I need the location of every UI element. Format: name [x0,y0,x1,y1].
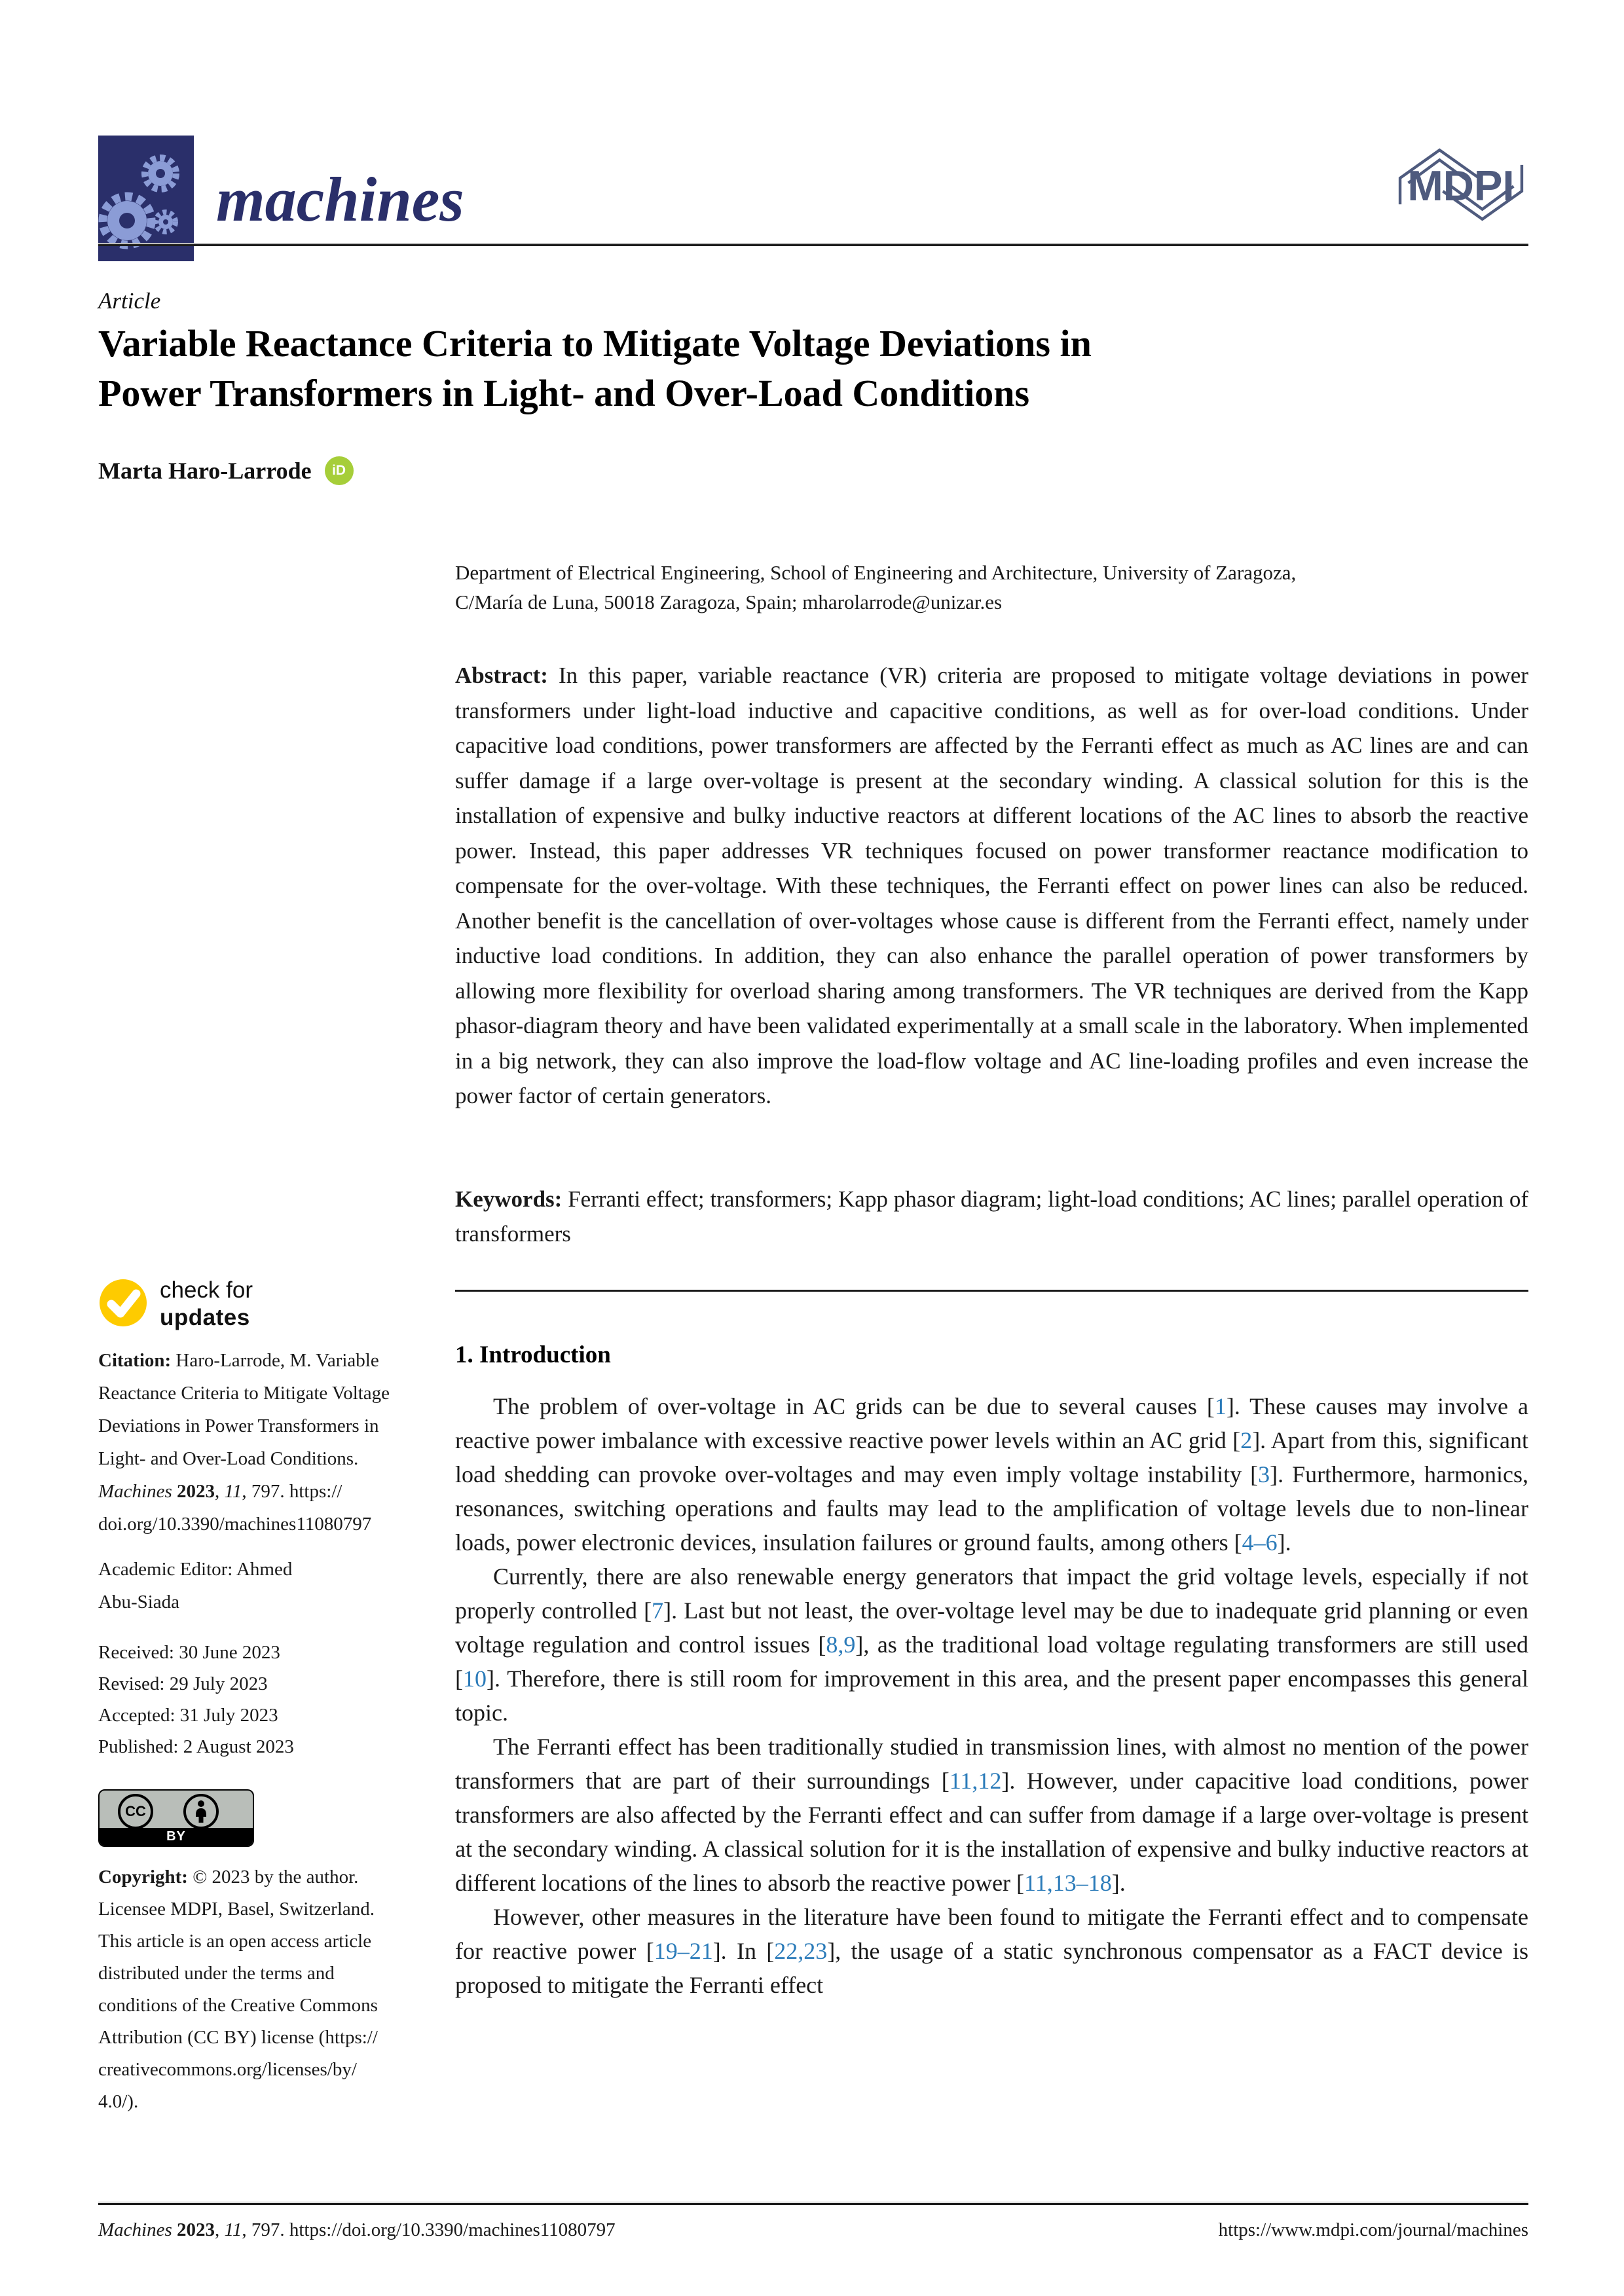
check-for-updates-badge[interactable] [98,1277,415,1329]
citation-block [98,1344,415,1540]
text-segment: ]. Last but not least, the over-voltage level may be due to inadequate grid planning or even voltage regulation and control issues [ [455,1597,1528,1658]
text-line: 4.0/). [98,2091,139,2112]
title-line-2: Power Transformers in Light- and Over-Load Conditions [98,372,1030,414]
text-segment: , 797. https://doi.org/10.3390/machines11080797 [242,2219,616,2240]
check-icon [98,1278,148,1331]
text-segment: 11 [224,2219,242,2240]
text-line: Department of Electrical Engineering, School of Engineering and Architecture, University of Zaragoza, [455,561,1297,584]
text-segment: ]. Apart from this, significant load shedding can provoke over-voltages and may even imply voltage instability [ [455,1427,1528,1487]
text-segment: Machines [98,1481,177,1502]
text-segment: Copyright: [98,1867,193,1887]
title-line-1: Variable Reactance Criteria to Mitigate Voltage Deviations in [98,322,1092,365]
text-line [98,1344,415,1377]
text-segment: The Ferranti effect has been traditionally studied in transmission lines, with almost no mention of the power transformers that are part of their surroundings [ [455,1734,1528,1794]
copyright-block [98,1861,415,2118]
text-line [98,1861,415,1893]
mdpi-logo[interactable] [1393,143,1528,227]
text-line: distributed under the terms and [98,1963,335,1984]
text-segment: Ferranti effect; transformers; Kapp phasor diagram; light-load conditions; AC lines; parallel operation of transformers [455,1186,1529,1247]
reference-link[interactable]: 2 [1240,1427,1253,1453]
introduction-body [455,1389,1528,2002]
reference-link[interactable]: 3 [1258,1461,1270,1487]
reference-link[interactable]: 4–6 [1242,1529,1278,1556]
text-segment: ]. Therefore, there is still room for improvement in this area, and the present paper encompasses this general topic. [455,1666,1528,1726]
paragraph [455,1559,1528,1730]
abstract [455,658,1528,1114]
footer-journal-url[interactable]: https://www.mdpi.com/journal/machines [1218,2219,1528,2240]
reference-link[interactable]: 11,13–18 [1024,1870,1112,1896]
author-name: Marta Haro-Larrode [98,458,312,484]
text-segment: 11 [224,1481,242,1502]
text-segment: ]. [1111,1870,1126,1896]
updates-label-line2: updates [160,1305,250,1330]
updates-label-line1: check for [160,1277,253,1303]
text-segment: ]. [1277,1529,1291,1556]
paragraph [455,1730,1528,1900]
text-segment: , [215,1481,225,1502]
text-line: Licensee MDPI, Basel, Switzerland. [98,1899,375,1920]
cc-badge-top [100,1791,253,1828]
text-segment: , [215,2219,225,2240]
text-line: Academic Editor: Ahmed [98,1559,293,1580]
reference-link[interactable]: 1 [1214,1393,1227,1419]
text-segment: © 2023 by the author. [193,1867,359,1887]
cc-by-license-badge[interactable] [98,1789,254,1847]
text-line: Published: 2 August 2023 [98,1736,294,1757]
journal-name: machines [216,164,464,234]
text-segment: 2023 [177,1481,215,1502]
text-segment: ]. However, under capacitive load conditions, power transformers are also affected by the Ferranti effect and can suffer from damage if a large over-voltage is present at the secondary winding. A classical solution for it is the installation of expensive and bulky inductive reactors at different locations of the lines to absorb the reactive power [ [455,1768,1528,1896]
text-segment: ], as the traditional load voltage regulating transformers are still used [ [455,1631,1528,1692]
paragraph [455,1900,1528,2002]
paragraph [455,1389,1528,1559]
author-row [98,456,354,486]
text-line: Reactance Criteria to Mitigate Voltage [98,1383,390,1404]
text-segment: The problem of over-voltage in AC grids can be due to several causes [ [493,1393,1215,1419]
academic-editor-block [98,1553,415,1618]
text-line: This article is an open access article [98,1931,372,1952]
text-line: Accepted: 31 July 2023 [98,1705,278,1726]
text-segment: In this paper, variable reactance (VR) criteria are proposed to mitigate voltage deviations in power transformers under light-load inductive and capacitive conditions, as well as for over-load conditions. Under capacitive load conditions, power transformers are affected by the Ferranti effect as much as AC lines are and can suffer damage if a large over-voltage is present at the secondary winding. A classical solution for this is the installation of expensive and bulky inductive reactors at different locations of the AC lines to absorb the reactive power. Instead, this paper addresses VR techniques focused on power transformer reactance modification to compensate for the over-voltage. With these techniques, the Ferranti effect on power lines can also be reduced. Another benefit is the cancellation of over-voltages whose cause is different from the Ferranti effect, namely under inductive load conditions. In addition, they can also enhance the parallel operation of power transformers by allowing more flexibility for overload sharing among transformers. The VR techniques are derived from the Kapp phasor-diagram theory and have been validated experimentally at a small scale in the laboratory. When implemented in a big network, they can also improve the load-flow voltage and AC line-loading profiles and even increase the power factor of certain generators. [455,663,1528,1108]
text-line: Light- and Over-Load Conditions. [98,1448,359,1469]
text-line: Abu-Siada [98,1592,180,1613]
text-line: C/María de Luna, 50018 Zaragoza, Spain; mharolarrode@unizar.es [455,591,1003,613]
footer-citation[interactable] [98,2219,616,2241]
reference-link[interactable]: 22,23 [774,1938,828,1964]
text-line: Revised: 29 July 2023 [98,1673,268,1694]
text-segment: Currently, there are also renewable energy generators that impact the grid voltage levels, especially if not properly controlled [ [455,1563,1528,1624]
orcid-icon[interactable]: iD [325,456,354,485]
reference-link[interactable]: 11,12 [949,1768,1002,1794]
text-line: creativecommons.org/licenses/by/ [98,2059,357,2080]
header-rule [98,243,1528,246]
text-segment: Citation: [98,1350,176,1371]
text-segment: Machines [98,2219,177,2240]
text-segment: ], the usage of a static synchronous compensator as a FACT device is proposed to mitigate the Ferranti effect [455,1938,1528,1998]
mdpi-logo-text: MDPI [1407,161,1515,210]
text-line: doi.org/10.3390/machines11080797 [98,1514,372,1535]
reference-link[interactable]: 7 [652,1597,664,1624]
text-segment: However, other measures in the literature have been found to mitigate the Ferranti effect and to compensate for reactive power [ [455,1904,1528,1964]
text-segment: Haro-Larrode, M. Variable [175,1350,379,1371]
person-icon [183,1794,219,1829]
affiliation [455,558,1528,617]
text-line: Deviations in Power Transformers in [98,1415,379,1436]
text-segment: Abstract: [455,663,559,688]
cc-icon: CC [118,1794,153,1829]
check-for-updates-label [160,1277,253,1332]
reference-link[interactable]: 19–21 [654,1938,713,1964]
footer-rule [98,2202,1528,2205]
history-dates-block [98,1637,415,1762]
text-segment: 2023 [177,2219,215,2240]
section-heading-introduction: 1. Introduction [455,1341,611,1368]
text-line: Attribution (CC BY) license (https:// [98,2027,378,2048]
cc-by-label: BY [100,1828,253,1846]
text-line: Received: 30 June 2023 [98,1642,280,1663]
text-line: conditions of the Creative Commons [98,1995,378,2016]
text-segment: ]. Furthermore, harmonics, resonances, switching operations and faults may lead to the amplification of voltage levels due to non-linear loads, power electronic devices, insulation failures or ground faults, among others [ [455,1461,1528,1556]
keywords [455,1182,1528,1251]
text-segment: Keywords: [455,1186,568,1212]
section-divider [455,1290,1528,1292]
text-segment: ]. In [ [712,1938,775,1964]
reference-link[interactable]: 8,9 [826,1631,856,1658]
article-type-label: Article [98,288,161,314]
text-segment: ]. These causes may involve a reactive power imbalance with excessive reactive power levels within an AC grid [ [455,1393,1528,1453]
reference-link[interactable]: 10 [463,1666,487,1692]
text-line [98,1475,415,1508]
text-segment: , 797. https:// [242,1481,342,1502]
page-title [98,319,1528,418]
